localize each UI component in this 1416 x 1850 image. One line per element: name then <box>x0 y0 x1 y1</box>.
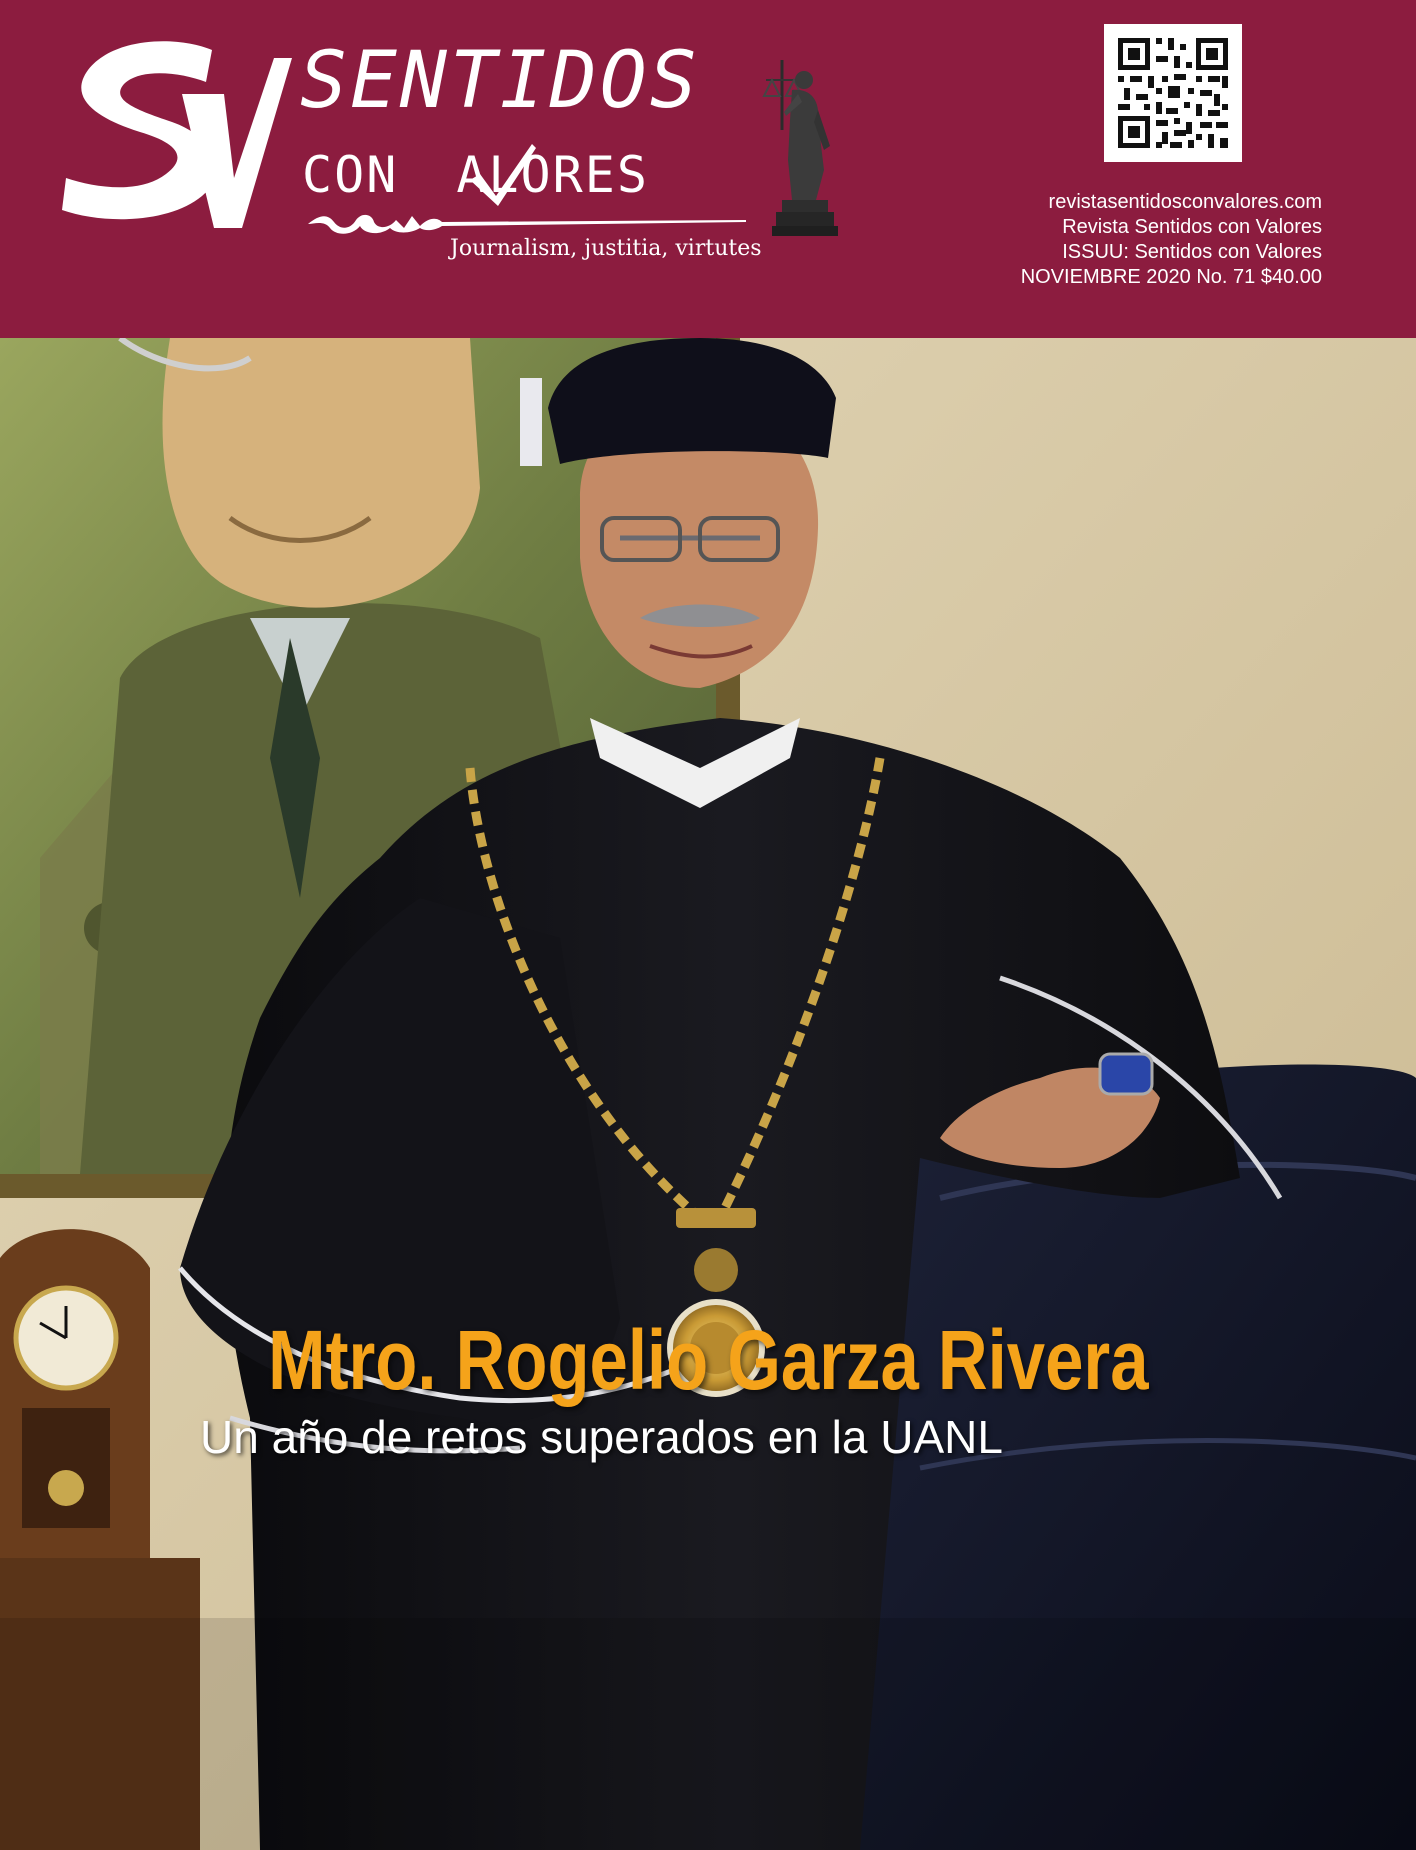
cover-subheadline: Un año de retos superados en la UANL <box>200 1411 1003 1463</box>
sv-logo-icon <box>62 28 292 228</box>
checkmark-v-icon <box>466 140 538 210</box>
masthead-title-con: CON <box>302 146 399 204</box>
cover-photo <box>0 338 1416 1850</box>
pen-ornament-icon <box>300 208 750 236</box>
masthead-tagline: Journalism, justitia, virtutes <box>450 236 762 261</box>
masthead-title-valores: ALORES <box>456 146 649 204</box>
issue-number-price: NOVIEMBRE 2020 No. 71 $40.00 <box>1020 266 1322 288</box>
social-handle: Revista Sentidos con Valores <box>1062 216 1322 238</box>
issue-info <box>1021 190 1322 290</box>
qr-code-icon[interactable] <box>1104 24 1242 162</box>
masthead <box>0 0 1416 338</box>
justice-statue-icon <box>762 50 844 238</box>
issuu-handle: ISSUU: Sentidos con Valores <box>1062 241 1322 263</box>
website-link[interactable]: revistasentidosconvalores.com <box>1048 191 1322 213</box>
masthead-title-line1: SENTIDOS <box>300 36 700 126</box>
cover-headline: Mtro. Rogelio Garza Rivera <box>268 1313 1149 1407</box>
